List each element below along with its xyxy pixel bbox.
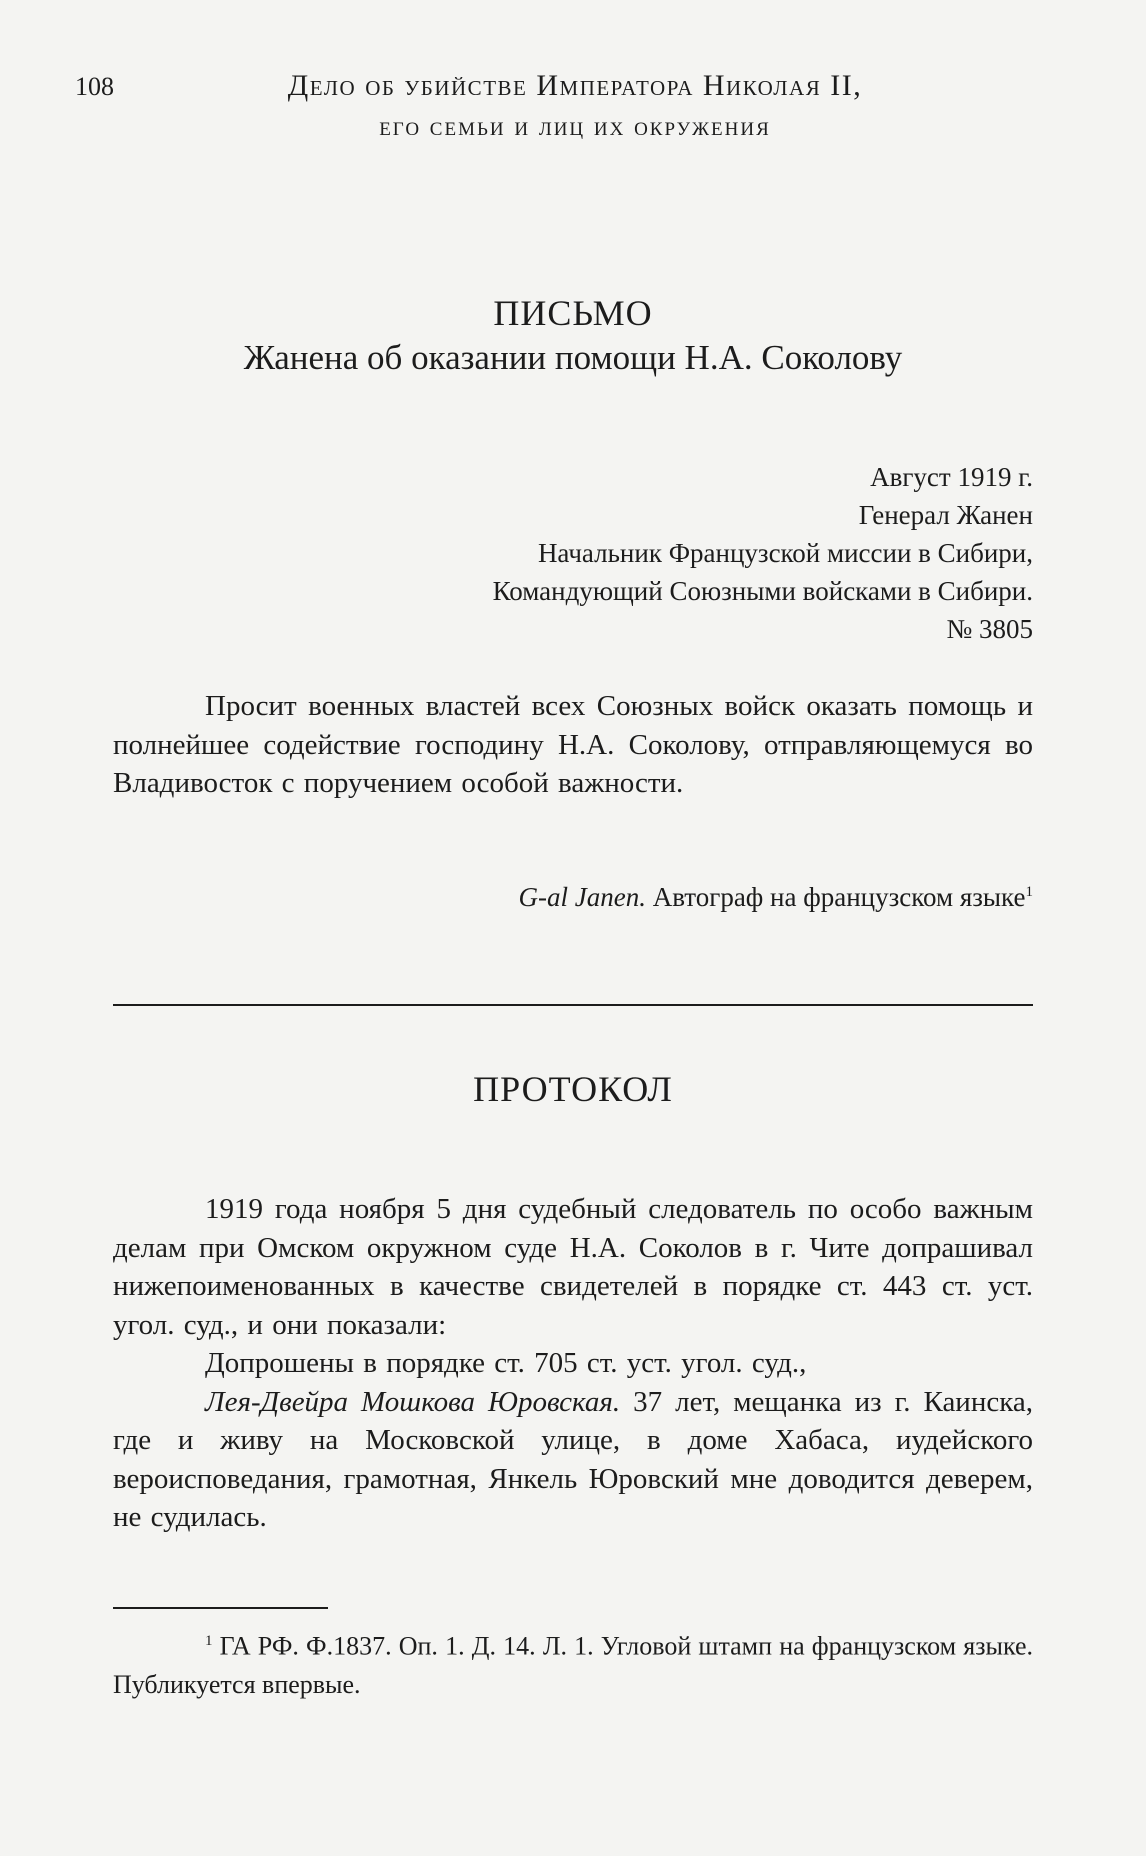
protocol-title: ПРОТОКОЛ [473, 1069, 673, 1109]
protocol-para-1: 1919 года ноября 5 дня судебный следователь по особо важным делам при Омском окружном суде Н.А. Соколов в г. Чите допрашивал нижепоименованных в качестве свидетелей в порядке ст. 443 ст. уст. угол. суд., и они показали: [113, 1193, 1033, 1341]
letter-author-position-1: Начальник Французской миссии в Сибири, [537, 538, 1033, 568]
letter-number: № 3805 [946, 614, 1033, 644]
letter-author: Генерал Жанен [858, 500, 1033, 530]
letter-date: Август 1919 г. [870, 462, 1033, 492]
running-head-line-2: его семьи и лиц их окружения [379, 111, 771, 141]
witness-text: 37 лет, мещанка из г. Каинска, где и живу на Московской улице, в доме Хабаса, иудейского вероисповедания, грамотная, Янкель Юровский мне доводится деверем, не судилась. [113, 1385, 1033, 1533]
footnote [113, 1622, 1033, 1704]
running-head-line-1: Дело об убийстве Императора Николая II, [287, 69, 863, 102]
letter-body-text: Просит военных властей всех Союзных войск оказать помощь и полнейшее содействие господину Н.А. Соколову, отправляющемуся во Владивосток с поручением особой важности. [113, 690, 1033, 799]
footnote-ref: 1 [1025, 884, 1033, 900]
footnote-mark: 1 [205, 1633, 213, 1649]
letter-title: ПИСЬМО [493, 293, 653, 333]
witness-name: Лея-Двейра Мошкова Юровская. [205, 1385, 621, 1418]
letter-author-position-2: Командующий Союзными войсками в Сибири. [492, 576, 1033, 606]
footnote-text: ГА РФ. Ф.1837. Оп. 1. Д. 14. Л. 1. Угловой штамп на французском языке. Публикуется впервые. [113, 1631, 1033, 1699]
section-divider [113, 1004, 1033, 1006]
protocol-body [113, 1190, 1033, 1537]
letter-body [113, 687, 1033, 803]
running-head [230, 66, 920, 146]
signature-note: Автограф на французском языке [645, 882, 1026, 912]
signature-name: G-al Janen. [518, 882, 646, 912]
protocol-para-2: Допрошены в порядке ст. 705 ст. уст. угол. суд., [205, 1347, 807, 1379]
letter-signature [113, 882, 1033, 913]
footnote-divider [113, 1607, 328, 1609]
page-number: 108 [75, 72, 114, 101]
protocol-para-3 [113, 1383, 1033, 1537]
footnote-text-para [113, 1622, 1033, 1704]
letter-header-block [113, 458, 1033, 648]
letter-subtitle: Жанена об оказании помощи Н.А. Соколову [243, 338, 903, 377]
